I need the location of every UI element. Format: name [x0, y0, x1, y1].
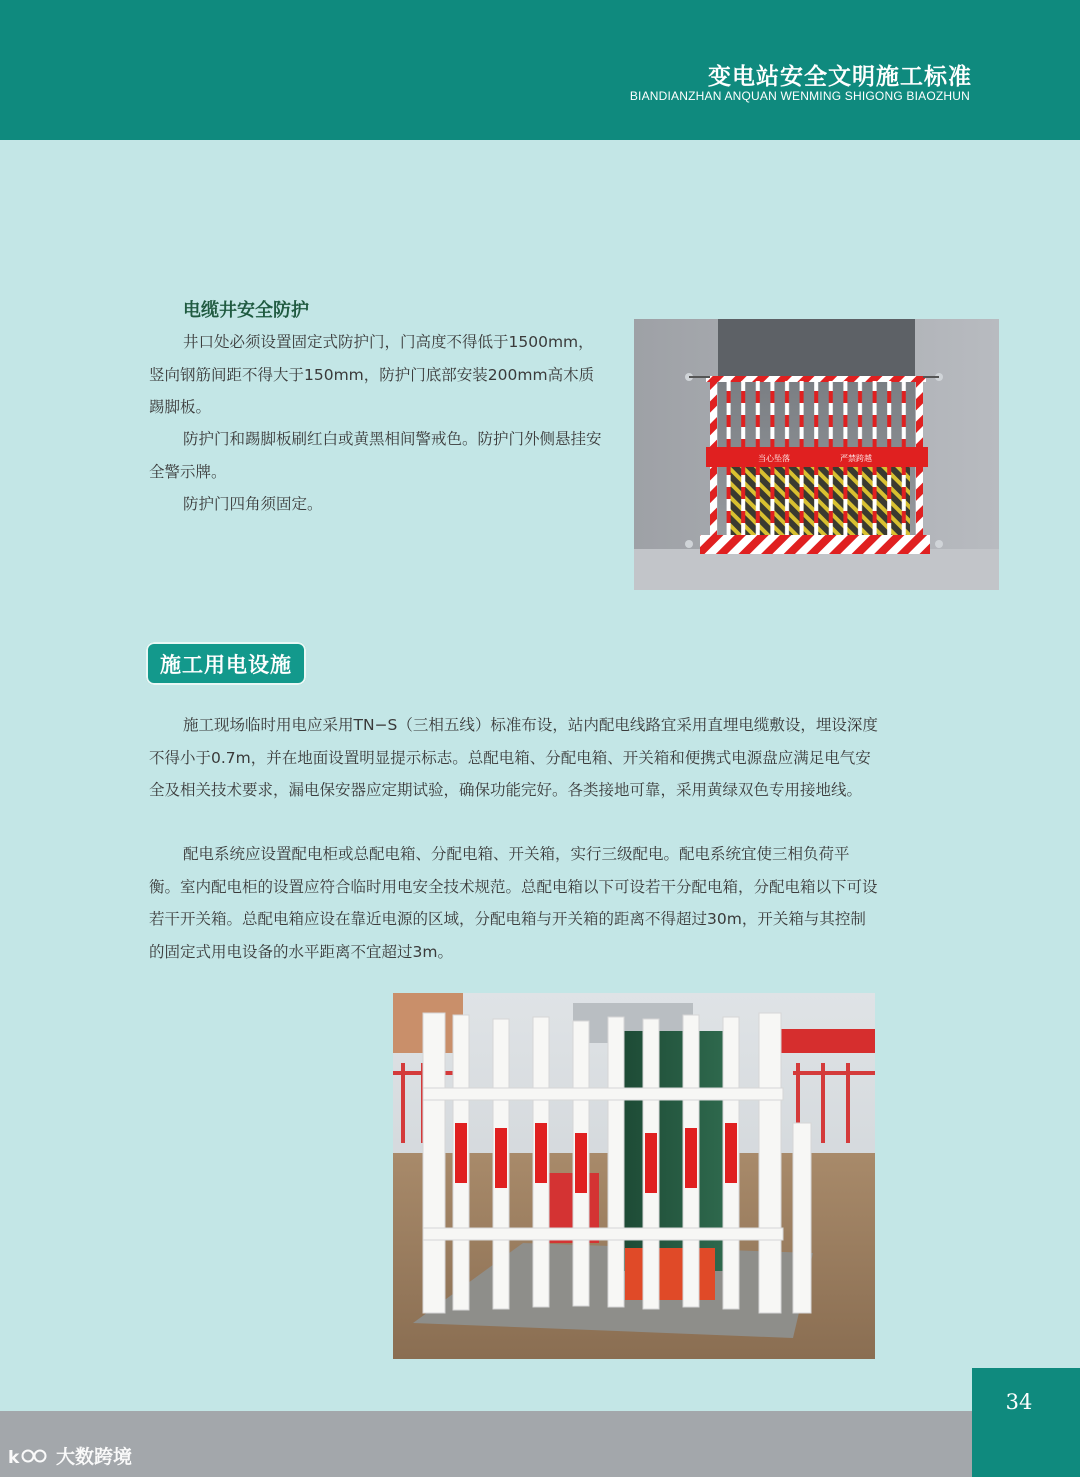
- distribution-box-fence-photo: [393, 993, 875, 1359]
- page-header: [0, 0, 1080, 140]
- sign-text-no-crossing: 严禁跨越: [840, 454, 872, 463]
- document-subtitle-pinyin: BIANDIANZHAN ANQUAN WENMING SHIGONG BIAOZHUN: [629, 89, 970, 103]
- watermark-text: 大数跨境: [56, 1446, 133, 1468]
- svg-text:k: k: [8, 1447, 20, 1468]
- section-title-cable-well: 电缆井安全防护: [183, 300, 309, 321]
- page-number: 34: [1005, 1390, 1033, 1414]
- paragraph: 防护门四角须固定。: [183, 495, 323, 513]
- paragraph: 配电系统应设置配电柜或总配电箱、分配电箱、开关箱，实行三级配电。配电系统宜使三相负荷平衡。室内配电柜的设置应符合临时用电安全技术规范。总配电箱以下可设若干分配电箱，分配电箱以下可设若干开关箱。总配电箱应设在靠近电源的区域，分配电箱与开关箱的距离不得超过30m，开关箱与其控制的固定式用电设备的水平距离不宜超过3m。: [149, 845, 878, 961]
- paragraph: 防护门和踢脚板刷红白或黄黑相间警戒色。防护门外侧悬挂安全警示牌。: [149, 430, 602, 481]
- watermark-logo-icon: [8, 1444, 52, 1468]
- paragraph: 施工现场临时用电应采用TN−S（三相五线）标准布设，站内配电线路宜采用直埋电缆敷设，埋设深度不得小于0.7m，并在地面设置明显提示标志。总配电箱、分配电箱、开关箱和便携式电源盘应满足电气安全及相关技术要求，漏电保安器应定期试验，确保功能完好。各类接地可靠，采用黄绿双色专用接地线。: [149, 716, 878, 799]
- document-title: 变电站安全文明施工标准: [708, 64, 972, 90]
- footer-bar: [0, 1411, 1080, 1477]
- watermark: [8, 1442, 132, 1469]
- paragraph: 井口处必须设置固定式防护门，门高度不得低于1500mm，竖向钢筋间距不得大于150mm，防护门底部安装200mm高木质踢脚板。: [149, 333, 595, 416]
- section-title-badge: 施工用电设施: [146, 642, 306, 685]
- sign-text-fall-warning: 当心坠落: [758, 454, 790, 463]
- cable-well-gate-illustration: [634, 319, 999, 590]
- page-number-box: [972, 1368, 1080, 1477]
